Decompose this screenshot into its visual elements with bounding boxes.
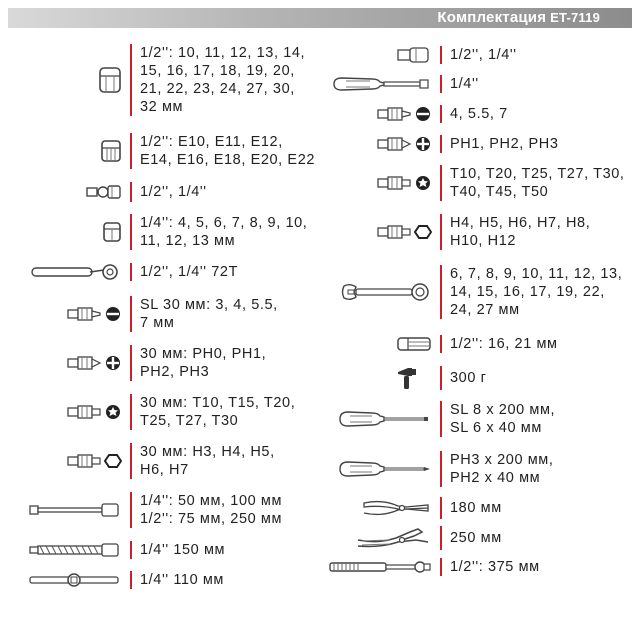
item-spec-line: H6, H7 [140, 462, 189, 478]
bit-screwdriver-icon [332, 75, 432, 93]
tool-icon-cell [12, 502, 130, 518]
item-description [132, 492, 282, 528]
tool-icon-cell [318, 497, 440, 519]
pliers-icon [362, 497, 432, 519]
item-spec-line: 30 мм: PH0, PH1, [140, 346, 267, 362]
item-spec-line: 1/4'' 110 мм [140, 572, 225, 588]
item-spec-line: 6, 7, 8, 9, 10, 11, 12, 13, [450, 266, 623, 282]
item-spec-line: 1/4'': 4, 5, 6, 7, 8, 9, 10, [140, 215, 308, 231]
item-spec-line: T10, T20, T25, T27, T30, [450, 166, 625, 182]
torx-bit-icon [44, 404, 122, 420]
item-description [132, 44, 305, 116]
item-description [132, 133, 315, 169]
item-spec-line: 24, 27 мм [450, 302, 520, 318]
item-spec-line: 32 мм [140, 99, 184, 115]
combination-wrench-icon [340, 281, 432, 303]
universal-joint-icon [86, 182, 122, 202]
list-item [12, 492, 282, 528]
item-spec-line: 1/4'' [450, 76, 479, 92]
slotted-bit-icon [44, 306, 122, 322]
item-spec-line: H10, H12 [450, 233, 517, 249]
page-title: Комплектация ET-7119 [437, 9, 600, 26]
item-spec-line: 7 мм [140, 315, 175, 331]
tool-icon-cell [12, 139, 130, 163]
item-description [442, 105, 508, 123]
list-item [12, 44, 305, 116]
item-spec-line: 1/4'' 150 мм [140, 542, 226, 558]
item-description [442, 165, 625, 201]
item-spec-line: 11, 12, 13 мм [140, 233, 236, 249]
tool-icon-cell [318, 46, 440, 64]
tool-icon-cell [318, 281, 440, 303]
item-description [132, 394, 295, 430]
list-item [12, 571, 224, 589]
item-description [442, 75, 479, 93]
item-description [442, 451, 554, 487]
extension-bar-icon [26, 502, 122, 518]
list-item [318, 335, 558, 353]
item-description [442, 529, 502, 547]
hex-bit-icon [354, 224, 432, 240]
ratchet-icon [30, 263, 122, 281]
item-spec-line: 30 мм: H3, H4, H5, [140, 444, 275, 460]
item-spec-line: PH2, PH3 [140, 364, 210, 380]
item-spec-line: SL 30 мм: 3, 4, 5.5, [140, 297, 278, 313]
item-description [442, 46, 517, 64]
list-item [318, 135, 559, 153]
item-description [442, 135, 559, 153]
item-spec-line: 1/4'': 50 мм, 100 мм [140, 493, 283, 509]
item-description [132, 183, 207, 201]
list-item [318, 214, 590, 250]
item-spec-line: 300 г [450, 370, 487, 386]
item-spec-line: 1/2'', 1/4'' 72T [140, 264, 239, 280]
item-spec-line: 14, 15, 16, 17, 19, 22, [450, 284, 605, 300]
torx-bit-icon [354, 175, 432, 191]
list-item [318, 105, 508, 123]
list-item [318, 526, 502, 550]
item-spec-line: PH2 x 40 мм [450, 470, 541, 486]
list-item [318, 451, 554, 487]
list-item [318, 46, 517, 64]
tool-icon-cell [318, 366, 440, 390]
tool-icon-cell [318, 459, 440, 479]
hammer-icon [396, 366, 432, 390]
item-description [442, 401, 555, 437]
list-item [318, 401, 555, 437]
tool-icon-cell [318, 224, 440, 240]
breaker-bar-icon [328, 558, 432, 576]
list-item [12, 296, 278, 332]
list-item [318, 497, 502, 519]
item-spec-line: 1/2'': 75 мм, 250 мм [140, 511, 283, 527]
list-item [12, 394, 295, 430]
list-item [12, 443, 275, 479]
tool-icon-cell [12, 306, 130, 322]
list-item [12, 133, 315, 169]
list-item [12, 263, 238, 281]
tool-icon-cell [318, 558, 440, 576]
list-item [318, 558, 540, 576]
t-handle-icon [26, 572, 122, 588]
tool-icon-cell [12, 65, 130, 95]
tool-icon-cell [12, 263, 130, 281]
flexible-extension-icon [26, 542, 122, 558]
item-description [132, 214, 307, 250]
list-item [12, 345, 266, 381]
socket-icon [98, 65, 122, 95]
bit-adapter-icon [396, 46, 432, 64]
item-description [132, 263, 238, 281]
item-description [442, 335, 558, 353]
item-spec-line: T25, T27, T30 [140, 413, 239, 429]
tool-icon-cell [318, 409, 440, 429]
list-item [318, 265, 622, 319]
phillips-screwdriver-icon [338, 459, 432, 479]
slotted-screwdriver-icon [338, 409, 432, 429]
deep-socket-icon [396, 335, 432, 353]
header-banner [8, 8, 632, 28]
phillips-bit-icon [44, 355, 122, 371]
item-spec-line: 1/2'': 10, 11, 12, 13, 14, [140, 45, 306, 61]
list-item [318, 165, 625, 201]
item-spec-line: 250 мм [450, 530, 502, 546]
model-number: ET-7119 [550, 10, 600, 25]
tool-icon-cell [318, 175, 440, 191]
water-pump-pliers-icon [356, 526, 432, 550]
tool-icon-cell [318, 75, 440, 93]
tool-icon-cell [12, 404, 130, 420]
item-description [132, 571, 224, 589]
item-spec-line: E14, E16, E18, E20, E22 [140, 152, 316, 168]
tool-icon-cell [12, 572, 130, 588]
item-spec-line: 1/2'': 375 мм [450, 559, 540, 575]
item-spec-line: 1/2'': 16, 21 мм [450, 336, 558, 352]
list-item [12, 541, 225, 559]
item-spec-line: SL 6 x 40 мм [450, 420, 542, 436]
list-item [12, 182, 207, 202]
item-description [442, 214, 590, 250]
tool-icon-cell [12, 453, 130, 469]
item-description [132, 541, 225, 559]
tool-icon-cell [12, 355, 130, 371]
item-description [442, 369, 487, 387]
item-spec-line: 180 мм [450, 500, 502, 516]
tool-icon-cell [12, 182, 130, 202]
tool-icon-cell [318, 526, 440, 550]
item-spec-line: PH1, PH2, PH3 [450, 136, 559, 152]
item-description [442, 265, 622, 319]
list-item [318, 75, 479, 93]
slotted-bit-icon [354, 106, 432, 122]
item-description [442, 499, 502, 517]
item-spec-line: H4, H5, H6, H7, H8, [450, 215, 591, 231]
list-item [12, 214, 307, 250]
torx-socket-icon [100, 139, 122, 163]
item-spec-line: 4, 5.5, 7 [450, 106, 508, 122]
tool-icon-cell [318, 136, 440, 152]
tool-icon-cell [318, 335, 440, 353]
item-spec-line: SL 8 x 200 мм, [450, 402, 556, 418]
item-spec-line: 1/2'': E10, E11, E12, [140, 134, 283, 150]
item-spec-line: PH3 x 200 мм, [450, 452, 554, 468]
tool-icon-cell [12, 221, 130, 243]
tool-icon-cell [12, 542, 130, 558]
item-description [132, 443, 275, 479]
tool-icon-cell [318, 106, 440, 122]
item-description [132, 345, 266, 381]
item-spec-line: T40, T45, T50 [450, 184, 549, 200]
item-description [132, 296, 278, 332]
list-item [318, 366, 487, 390]
item-spec-line: 30 мм: T10, T15, T20, [140, 395, 296, 411]
item-description [442, 558, 540, 576]
phillips-bit-icon [354, 136, 432, 152]
item-spec-line: 15, 16, 17, 18, 19, 20, [140, 63, 295, 79]
item-spec-line: 1/2'', 1/4'' [450, 47, 517, 63]
hex-bit-icon [44, 453, 122, 469]
item-spec-line: 1/2'', 1/4'' [140, 184, 207, 200]
item-spec-line: 21, 22, 23, 24, 27, 30, [140, 81, 295, 97]
small-socket-icon [102, 221, 122, 243]
